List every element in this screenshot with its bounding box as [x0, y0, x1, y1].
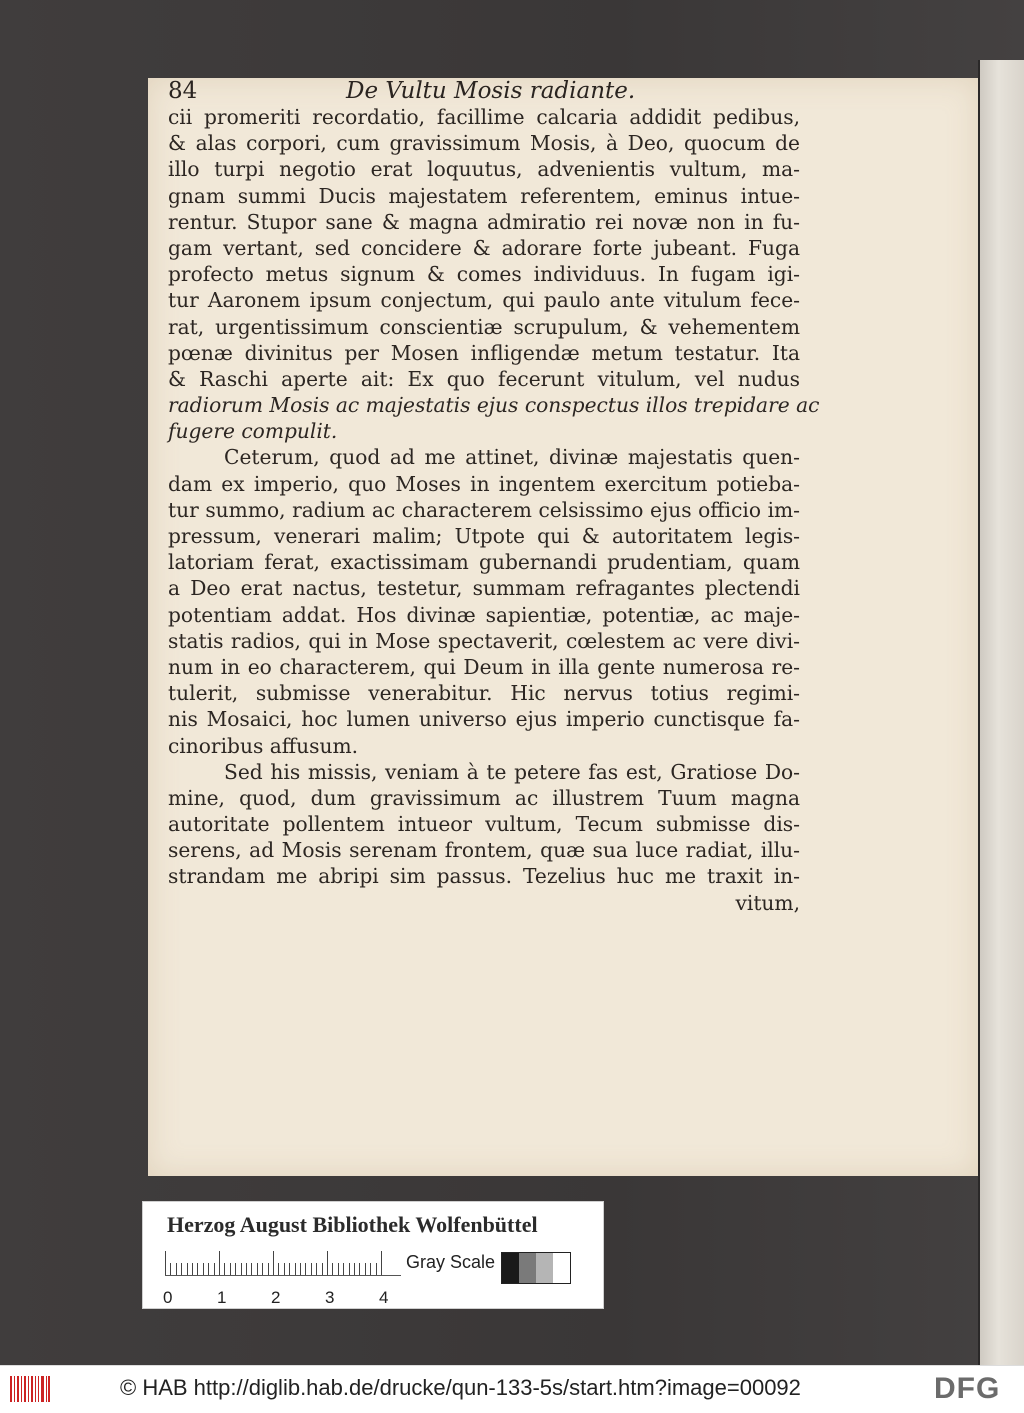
ruler-tick — [214, 1263, 215, 1275]
text-line: tur Aaronem ipsum conjectum, qui paulo ante vitulum fece- — [168, 288, 800, 313]
text-line: autoritate pollentem intueor vultum, Tecum submisse dis- — [168, 812, 800, 837]
ruler-tick — [316, 1263, 317, 1275]
text-line: pressum, venerari malim; Utpote qui & autoritatem legis- — [168, 524, 800, 548]
text-line: cii promeriti recordatio, facillime calcaria addidit pedibus, — [168, 105, 800, 129]
text-line: cinoribus affusum. — [168, 733, 359, 758]
ruler-tick — [181, 1263, 182, 1275]
gray-swatch — [502, 1253, 519, 1283]
ruler-tick — [338, 1263, 339, 1275]
gray-swatch — [536, 1253, 553, 1283]
ruler-tick — [197, 1263, 198, 1275]
ruler-tick — [370, 1263, 371, 1275]
running-title: De Vultu Mosis radiante. — [346, 78, 636, 104]
viewer-footer — [0, 1365, 1024, 1413]
credit-link[interactable]: © HAB http://diglib.hab.de/drucke/qun-133-5s/start.htm?image=00092 — [120, 1375, 801, 1400]
ruler-tick — [349, 1263, 350, 1275]
ruler-tick — [165, 1251, 166, 1275]
barcode-bar — [24, 1376, 26, 1402]
ruler-label: 2 — [271, 1288, 281, 1307]
text-line: tur summo, radium ac characterem celsissimo ejus officio im- — [168, 497, 800, 522]
ruler-label: 3 — [325, 1288, 335, 1307]
text-line: potentiam addat. Hos divinæ sapientiæ, potentiæ, ac maje- — [168, 602, 800, 627]
text-line: rentur. Stupor sane & magna admiratio rei novæ non in fu- — [168, 209, 800, 234]
text-line: num in eo characterem, qui Deum in illa gente numerosa re- — [168, 654, 800, 679]
ruler-tick — [327, 1251, 328, 1275]
barcode-bar — [38, 1376, 39, 1402]
ruler-tick — [170, 1263, 171, 1275]
gray-swatch — [519, 1253, 536, 1283]
text-line: gam vertant, sed concidere & adorare forte jubeant. Fuga — [168, 235, 800, 260]
ruler-tick — [192, 1263, 193, 1275]
ruler-tick — [235, 1263, 236, 1275]
ruler-tick — [224, 1263, 225, 1275]
text-line: statis radios, qui in Mose spectaverit, cœlestem ac vere divi- — [168, 628, 800, 653]
text-line: profecto metus signum & comes individuus. In fugam igi- — [168, 262, 800, 287]
text-line: pœnæ divinitus per Mosen infligendæ metum testatur. Ita — [168, 340, 800, 365]
barcode-bar — [17, 1376, 19, 1402]
text-line: Sed his missis, veniam à te petere fas est, Gratiose Do- — [224, 759, 800, 784]
ruler-tick — [176, 1263, 177, 1275]
barcode-bar — [48, 1376, 50, 1402]
barcode-bar — [35, 1376, 37, 1402]
ruler-tick — [208, 1263, 209, 1275]
ruler-tick — [295, 1263, 296, 1275]
barcode-bar — [10, 1376, 12, 1402]
ruler-tick — [241, 1263, 242, 1275]
ruler-tick — [365, 1263, 366, 1275]
barcode-bar — [28, 1376, 29, 1402]
text-line: gnam summi Ducis majestatem referentem, eminus intue- — [168, 183, 800, 208]
text-line: Ceterum, quod ad me attinet, divinæ majestatis quen- — [224, 445, 800, 470]
adjacent-page-edge — [978, 60, 1024, 1365]
ruler-tick — [322, 1263, 323, 1275]
ruler-tick — [219, 1251, 220, 1275]
ruler-tick — [262, 1263, 263, 1275]
page-number: 84 — [168, 78, 198, 104]
library-name: Herzog August Bibliothek Wolfenbüttel — [167, 1212, 538, 1237]
barcode-bar — [41, 1376, 43, 1402]
ruler-tick — [246, 1263, 247, 1275]
barcode-bar — [31, 1376, 33, 1402]
body-text — [168, 104, 820, 916]
gray-scale-label: Gray Scale — [406, 1252, 496, 1272]
text-line: mine, quod, dum gravissimum ac illustrem Tuum magna — [168, 785, 800, 810]
ruler-tick — [376, 1263, 377, 1275]
ruler-tick — [289, 1263, 290, 1275]
ruler-tick — [278, 1263, 279, 1275]
text-line: dam ex imperio, quo Moses in ingentem exercitum potieba- — [168, 471, 800, 496]
text-line: rat, urgentissimum conscientiæ scrupulum, & vehementem — [168, 314, 800, 339]
color-calibration-card — [142, 1201, 604, 1309]
ruler-tick — [354, 1263, 355, 1275]
barcode-bar — [21, 1376, 22, 1402]
barcode-bar — [14, 1376, 15, 1402]
ruler-label: 1 — [217, 1288, 227, 1307]
ruler-tick — [305, 1263, 306, 1275]
text-line: & Raschi aperte ait: Ex quo fecerunt vitulum, vel nudus — [168, 366, 800, 391]
ruler-tick — [300, 1263, 301, 1275]
ruler-tick — [203, 1263, 204, 1275]
text-line: illo turpi negotio erat loquutus, advenientis vultum, ma- — [168, 157, 800, 182]
ruler-tick — [284, 1263, 285, 1275]
text-line: latoriam ferat, exactissimam gubernandi prudentiam, quam — [168, 550, 800, 575]
text-line: fugere compulit. — [168, 419, 338, 444]
ruler-tick — [257, 1263, 258, 1275]
ruler-tick — [230, 1263, 231, 1275]
text-line: strandam me abripi sim passus. Tezelius huc me traxit in- — [168, 864, 800, 889]
ruler-tick — [343, 1263, 344, 1275]
text-line: & alas corpori, cum gravissimum Mosis, à Deo, quocum de — [168, 131, 800, 156]
text-line: nis Mosaici, hoc lumen universo ejus imperio cunctisque fa- — [168, 707, 800, 732]
ruler-label: 4 — [379, 1288, 389, 1307]
text-line: serens, ad Mosis serenam frontem, quæ sua luce radiat, illu- — [168, 838, 800, 863]
gray-swatch — [553, 1253, 570, 1283]
text-line: tulerit, submisse venerabitur. Hic nervus totius regimi- — [168, 681, 800, 706]
ruler-tick — [381, 1251, 382, 1275]
barcode-bar — [46, 1376, 47, 1402]
ruler-tick — [359, 1263, 360, 1275]
barcode-icon — [10, 1376, 50, 1402]
dfg-logo: DFG — [934, 1372, 1001, 1405]
gray-scale-swatches — [501, 1252, 571, 1284]
ruler-tick — [332, 1263, 333, 1275]
catchword: vitum, — [735, 890, 800, 915]
ruler-tick — [251, 1263, 252, 1275]
text-line: radiorum Mosis ac majestatis ejus conspectus illos trepidare ac — [168, 393, 820, 418]
text-line: a Deo erat nactus, testetur, summam refragantes plectendi — [168, 576, 800, 601]
measurement-ruler — [165, 1249, 401, 1276]
ruler-tick — [187, 1263, 188, 1275]
ruler-tick — [268, 1263, 269, 1275]
ruler-tick — [273, 1251, 274, 1275]
ruler-label: 0 — [163, 1288, 173, 1307]
ruler-tick — [311, 1263, 312, 1275]
